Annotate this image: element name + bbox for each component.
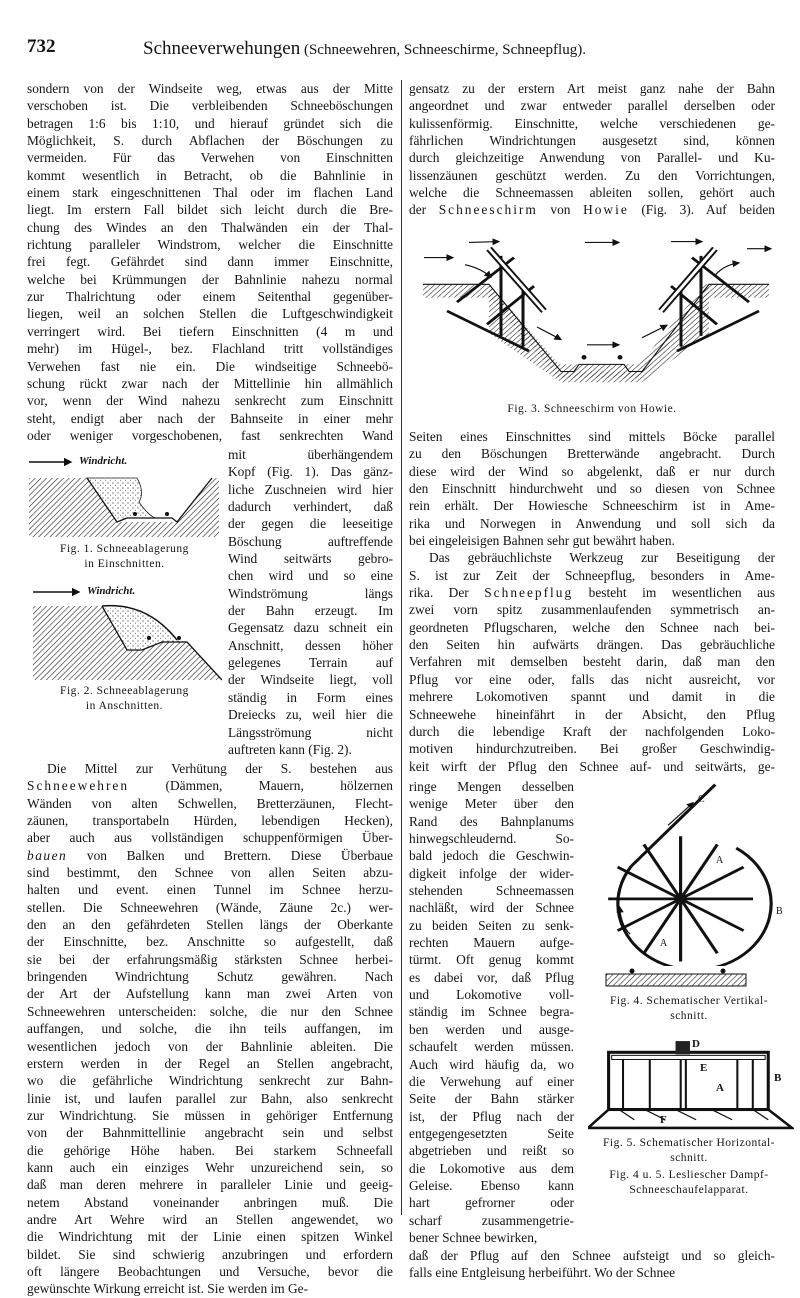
text-line: wenige Meter über den [409, 796, 574, 812]
figure-4-caption-line1: Fig. 4. Schematischer Vertikal- [609, 995, 769, 1007]
term-ueberbauen: bauen [27, 847, 68, 863]
term-schneepflug: Schneepflug [484, 585, 574, 601]
figure-5-drawing [588, 1038, 794, 1132]
text-line: welche die Schneemassen ableiten sollen, gehört auch [409, 185, 775, 201]
para2-lines-a [27, 795, 393, 847]
text-line: bei eingeleisigen Bahnen sehr gut bewährt haben. [409, 533, 675, 549]
text-line: scharf zusammengetrie- [409, 1212, 574, 1228]
text-line: Windströmung längs [228, 585, 393, 601]
plow-term-line [409, 584, 775, 601]
page-header [27, 34, 777, 62]
text-line: der Bahn erzeugt. Im [228, 603, 393, 619]
text-line: stellen. Die Schneewehren (Wände, Zäune 2c.) wer- [27, 899, 393, 915]
text-line: Böschung auftreffende [228, 533, 393, 549]
text-line: frei fegt. Gefährdet sind dann immer Einschnitte, [27, 254, 393, 270]
para2-second-line [27, 777, 393, 794]
figure-5-caption-line1: Fig. 5. Schematischer Horizontal- [602, 1137, 776, 1149]
text-line: Wänden von alten Schwellen, Bretterzäunen, Flecht- [27, 795, 393, 811]
text-line: Pflug vor eine oder, falls das nicht ausreicht, vor [409, 671, 775, 687]
para2-lines-b [27, 864, 393, 1298]
text-line: die Windrichtung mit der Linie einen spitzen Winkel [27, 1229, 393, 1245]
text-line: diese wird der Wind so abgelenkt, daß er nur durch [409, 463, 775, 479]
figure-2-caption-line1: Fig. 2. Schneeablagerung [60, 685, 189, 697]
text-line: Anschnitt, dessen höher [228, 637, 393, 653]
howie-line [409, 201, 775, 218]
text-line: lissenzäunen geschützt werden. Zu den Vorrichtungen, [409, 167, 775, 183]
text-line: wesentlichen jedoch von der Bahnlinie ableiten. Die [27, 1038, 393, 1054]
text-line: dadurch verhindert, daß [228, 499, 393, 515]
text-line: und Lokomotive voll- [409, 987, 574, 1003]
text-line: die gehörige Höhe haben. Bei starkem Schneefall [27, 1142, 393, 1158]
text-line: der Einschnitte, bez. Anschnitte so aufgestellt, daß [27, 934, 393, 950]
text-line: Rand des Bahnplanums [409, 813, 574, 829]
text-line: Schneewehe hineinfährt in der Absicht, den Pflug [409, 706, 775, 722]
plow-first-text: Das gebräuchlichste Werkzeug zur Beseitigung der [429, 550, 775, 566]
text-line: motiven hindurchzutreiben. Bei großer Geschwindig- [409, 741, 775, 757]
text-line: gelegenes Terrain auf [228, 655, 393, 671]
text-line: betragen 1:6 bis 1:10, und hierauf gründet sich die [27, 115, 393, 131]
text-line: zu beiden Seiten zu senk- [409, 917, 574, 933]
text-line: aber auch aus vollständigen schuppenförmigen Über- [27, 830, 393, 846]
figure-2 [27, 580, 222, 716]
text-line: richtung paralleler Windstrom, welcher die Einschnitte [27, 237, 393, 253]
term-schneewehren: Schneewehren [27, 778, 130, 794]
text-line: bener Schnee bewirken, [409, 1229, 538, 1245]
figure-5-caption-line2: schnitt. [670, 1152, 708, 1164]
figure-4-label-a1: A [716, 855, 724, 866]
text-line: auffangen, und solche, die ihn teils auffangen, im [27, 1021, 393, 1037]
text-line: fährlichen Windrichtungen ausgesetzt sind, können [409, 133, 775, 149]
text-line: Längsströmung nicht [228, 724, 393, 740]
text-line: einem stark eingeschnittenen Thal oder im flachen Land [27, 185, 393, 201]
figure-4-ground [604, 966, 748, 988]
left-column-lower [27, 760, 393, 1298]
text-line: oder weniger vorgeschobenen, fast senkrechten Wand [27, 427, 393, 443]
right-column-bottom [409, 1247, 775, 1282]
text-line: die Verwehung auf einer [409, 1073, 574, 1089]
column-divider [401, 80, 402, 1215]
figure-2-wind-label: Windricht. [87, 585, 136, 597]
text-line: rechten Mauern aufge- [409, 935, 574, 951]
right-bottom-lines [409, 1247, 775, 1282]
text-line: bildet. Sie sind schwierig anzubringen und erfordern [27, 1246, 393, 1262]
para2-italic-rest: von Balken und Brettern. Diese Überbaue [86, 847, 393, 863]
figure-3-caption: Fig. 3. Schneeschirm von Howie. [507, 403, 677, 415]
text-line: hinwegschleudernd. So- [409, 831, 574, 847]
figure-5-label-e: E [700, 1062, 708, 1074]
text-line: Wind seitwärts gebro- [228, 551, 393, 567]
text-line: bald jedoch die Geschwin- [409, 848, 574, 864]
howie-prefix: der [409, 202, 427, 218]
text-line: zwei vorn spitz zusammenlaufenden symmetrisch an- [409, 602, 775, 618]
page-number: 732 [27, 36, 56, 57]
running-head-subtitle: (Schneewehren, Schneeschirme, Schneepflug). [303, 42, 586, 58]
text-line: angeordnet und zwar entweder parallel derselben oder [409, 98, 775, 114]
text-line: nachläßt, wird der Schnee [409, 900, 574, 916]
text-line: schaufelt werden müssen. [409, 1039, 574, 1055]
text-line: sind bestimmt, den Schnee von allen Seiten abzu- [27, 865, 393, 881]
figures-4-5-caption-line2: Schneeschaufelapparat. [629, 1184, 749, 1196]
text-line: vermeiden. Für das Verwehen von Einschnitten [27, 150, 393, 166]
text-line: welche bei Krümmungen der Bahnlinie nahezu normal [27, 271, 393, 287]
figure-1-wind-label: Windricht. [79, 455, 128, 467]
figure-4-caption-line2: schnitt. [670, 1010, 708, 1022]
para2-italic-line [27, 847, 393, 864]
figure-2-caption-line2: in Anschnitten. [85, 700, 164, 712]
figure-5-label-a: A [716, 1082, 724, 1094]
plow-second-text: S. ist zur Zeit der Schneepflug, besonders in Ame- [409, 567, 775, 583]
text-line: chen wird und so eine [228, 568, 393, 584]
text-line: den Seiten hin aufwärts drängen. Das gebräuchliche [409, 637, 775, 653]
text-line: ist, der Pflug nach der [409, 1108, 574, 1124]
howie-mid: von [550, 202, 571, 218]
para2-first-text: Die Mittel zur Verhütung der S. bestehen aus [47, 761, 393, 776]
text-line: der Windseite liegt, voll [228, 672, 393, 688]
text-line: digkeit infolge der wider- [409, 865, 574, 881]
text-line: gensatz zu der erstern Art meist ganz nahe der Bahn [409, 81, 775, 96]
figure-4-drawing [584, 780, 794, 966]
figure-4-rail-drawing [604, 966, 748, 988]
text-line: bringenden Windrichtung Schutz gewähren. Nach [27, 969, 393, 985]
text-line: kulissenförmig. Einschnitte, welche verschiedenen ge- [409, 115, 775, 131]
text-line: zäunen, transportabeln Hürden, lebendigen Hecken), [27, 813, 393, 829]
left-narrow-lines [228, 446, 393, 758]
figure-3-drawing [409, 222, 775, 400]
text-line: Gegensatz dazu schneit ein [228, 620, 393, 636]
text-line: liegen, weil an solchen Stellen die Luftgeschwindigkeit [27, 306, 393, 322]
text-line: Auch wird häufig da, wo [409, 1056, 574, 1072]
text-line: türmt. Oft genug kommt [409, 952, 574, 968]
text-line: liegt. Im erstern Fall bildet sich leicht durch die Bre- [27, 202, 393, 218]
figure-1-caption-line2: in Einschnitten. [84, 558, 165, 570]
plow-first-line [409, 549, 775, 566]
text-line: der gegen die leeseitige [228, 516, 393, 532]
right-narrow-text [409, 778, 574, 1246]
plow-rest: besteht im wesentlichen aus [588, 585, 775, 601]
text-line: mit überhängendem [228, 447, 393, 462]
text-line: Dreiecks zu, weil hier die [228, 707, 393, 723]
text-line: sondern von der Windseite weg, etwas aus der Mitte [27, 81, 393, 96]
text-line: Verwehen fast nie ein. Die windseitige Schneebö- [27, 358, 393, 374]
text-line: Schneewehren unterscheiden: solche, die nur den Schnee [27, 1003, 393, 1019]
term-howie: Howie [583, 202, 629, 218]
text-line: halten und event. einen Tunnel im Schnee herzu- [27, 882, 393, 898]
text-line: verringert wird. Bei tiefern Einschnitten (4 m und [27, 323, 393, 339]
plow-second-line [409, 567, 775, 584]
text-line: oft längere Beobachtungen und Versuche, bevor die [27, 1263, 393, 1279]
right-column-top [409, 80, 775, 219]
left-top-lines [27, 80, 393, 444]
text-line: es dabei vor, daß Pflug [409, 969, 574, 985]
figure-4-label-b: B [776, 906, 783, 917]
text-line: andre Art Wehre wird an Stellen angewendet, wo [27, 1211, 393, 1227]
figure-3 [409, 222, 775, 420]
figure-5-label-b: B [774, 1072, 782, 1084]
text-line: den Einschnitt hindurchweht und so diesen von Schnee [409, 481, 775, 497]
text-line: zu den Böschungen Bretterwände angebracht. Durch [409, 446, 775, 462]
figure-5-label-f: F [660, 1114, 667, 1126]
text-line: mehr) im Hügel-, bez. Flachland tritt vollständiges [27, 341, 393, 357]
figure-4 [584, 780, 794, 966]
figure-4-label-c: C [698, 794, 705, 805]
text-line: durch die lebendige Kraft der nachfolgenden Loko- [409, 723, 775, 739]
figure-5 [588, 1038, 794, 1132]
text-line: sie bei der erfahrungsmäßig stärksten Schnee herbei- [27, 951, 393, 967]
text-line: rika und Norwegen in Anwendung und soll sich da [409, 515, 775, 531]
text-line: Geleise. Ebenso kann [409, 1177, 574, 1193]
text-line: gewünschte Wirkung erreicht ist. Sie werden im Ge- [27, 1281, 309, 1297]
text-line: vor, wenn der Wind nahezu senkrecht zum Einschnitt [27, 393, 393, 409]
text-line: kann auch ein einziges Wehr unzureichend sein, so [27, 1159, 393, 1175]
howie-description [409, 428, 775, 549]
text-line: daß der Pflug auf den Schnee aufsteigt und so gleich- [409, 1248, 775, 1263]
text-line: ständig in Form eines [228, 689, 393, 705]
text-line: verschoben ist. Die verbleibenden Schneeböschungen [27, 98, 393, 114]
text-line: chung des Windes an den Thalwänden ein der Thal- [27, 219, 393, 235]
text-line: erstern werden in der Regel an Stellen angebracht, [27, 1055, 393, 1071]
figure-1 [27, 452, 222, 574]
text-line: wo die gefährliche Windrichtung senkrecht zur Bahn- [27, 1073, 393, 1089]
right-top-lines [409, 80, 775, 201]
text-line: zur Thalrichtung oder einem Seitenthal gegenüber- [27, 289, 393, 305]
para2-second-rest: (Dämmen, Mauern, hölzernen [165, 778, 393, 794]
text-line: Seite der Bahn stärker [409, 1091, 574, 1107]
text-line: liche Zuschneien wird hier [228, 481, 393, 497]
text-line: ringe Mengen desselben [409, 779, 574, 794]
text-line: steht, endigt aber nach der Bahnseite in einer mehr [27, 410, 393, 426]
text-line: Seiten eines Einschnittes sind mittels Böcke parallel [409, 429, 775, 444]
text-line: kommt wesentlich in Betracht, ob die Bahnlinie in [27, 167, 393, 183]
term-schneeschirm: Schneeschirm [438, 202, 538, 218]
text-line: linie ist, und laufen parallel zur Bahn, also senkrecht [27, 1090, 393, 1106]
plow-lines [409, 601, 775, 774]
text-line: hart gefrorner oder [409, 1195, 574, 1211]
text-line: daß man deren mehrere in paralleler Linie und geeig- [27, 1177, 393, 1193]
text-line: Möglichkeit, S. durch Abflachen der Böschungen zu [27, 133, 393, 149]
text-line: abgetrieben und reißt so [409, 1143, 574, 1159]
text-line: die Lokomotive aus dem [409, 1160, 574, 1176]
left-narrow-text [228, 446, 393, 758]
text-line: mehrere Lokomotiven spannt und damit in die [409, 689, 775, 705]
text-line: geordneten Pflugscharen, welche den Schnee nach bei- [409, 619, 775, 635]
text-line: netem Abstand voneinander anbringen muß. Die [27, 1194, 393, 1210]
right-narrow-lines [409, 778, 574, 1246]
text-line: entgegengesetzten Seite [409, 1125, 574, 1141]
howie-rest: (Fig. 3). Auf beiden [641, 202, 775, 218]
text-line: durch gleichzeitige Anwendung von Parallel- und Ku- [409, 150, 775, 166]
text-line: stehenden Schneemassen [409, 883, 574, 899]
text-line: keit wirft der Pflug den Schnee auf- und seitwärts, ge- [409, 758, 775, 774]
text-line: rein erhält. Der Howiesche Schneeschirm ist in Ame- [409, 498, 775, 514]
text-line: auftreten kann (Fig. 2). [228, 741, 352, 757]
plow-prefix: rika. Der [409, 585, 469, 601]
running-head [143, 38, 586, 60]
text-line: Verfahren mit demselben besteht darin, daß man den [409, 654, 775, 670]
text-line: Kopf (Fig. 1). Das gänz- [228, 464, 393, 480]
text-line: zur Windrichtung. Sie müssen in gehöriger Entfernung [27, 1107, 393, 1123]
text-line: der Art der Aufstellung kann man zwei Arten von [27, 986, 393, 1002]
para2-first-line [27, 760, 393, 777]
text-line: falls eine Entgleisung herbeiführt. Wo der Schnee [409, 1265, 676, 1281]
figure-4-label-a2: A [660, 938, 668, 949]
figure-1-caption-line1: Fig. 1. Schneeablagerung [60, 543, 189, 555]
text-line: schung rückt zwar nach der Mittellinie hin allmählich [27, 375, 393, 391]
figures-4-5-caption-line1: Fig. 4 u. 5. Lesliescher Dampf- [609, 1169, 769, 1181]
text-line: ben werden und ausge- [409, 1021, 574, 1037]
right-column-middle [409, 428, 775, 775]
text-line: von der Bahnmittellinie angebracht sein und selbst [27, 1125, 393, 1141]
running-head-title: Schneeverwehungen [143, 38, 301, 59]
text-line: ständig im Schnee begra- [409, 1004, 574, 1020]
figure-5-label-d: D [692, 1038, 700, 1050]
text-line: den an den gefährdeten Stellen längs der Oberkante [27, 917, 393, 933]
left-top-paragraph [27, 80, 393, 444]
